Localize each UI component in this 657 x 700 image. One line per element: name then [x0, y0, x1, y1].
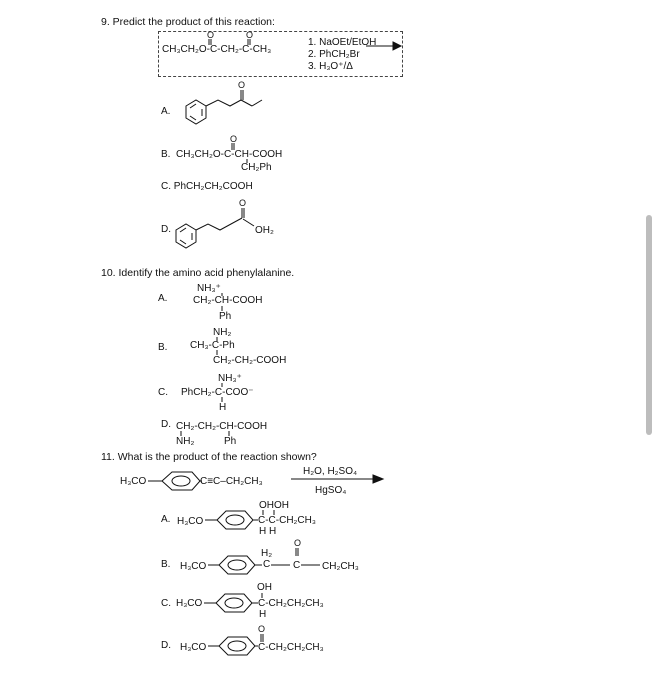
q9-option-d-oh2: OH₂ — [255, 225, 274, 236]
q9-reactant-carbonyls — [207, 30, 253, 45]
q10-option-d-main: CH₂-CH₂-CH-COOH — [176, 421, 268, 432]
q11-option-b-ring — [208, 538, 320, 574]
q11-option-c-chain: C-CH₂CH₂CH₃ — [258, 598, 324, 609]
q9-option-d-label: D. — [161, 224, 171, 235]
q11-option-b-label: B. — [161, 559, 171, 570]
svg-text:O: O — [246, 30, 254, 40]
q10-option-d-nh2: NH₂ — [176, 436, 195, 447]
svg-text:O: O — [294, 538, 302, 548]
q10-option-b-main: CH₃-C-Ph — [190, 340, 235, 351]
q11-reagent-top: H₂O, H₂SO₄ — [303, 466, 358, 477]
q11-option-b-left: H₃CO — [180, 561, 207, 572]
q11-option-c-left: H₃CO — [176, 598, 203, 609]
q10-option-c-main: PhCH₂-C-COO⁻ — [181, 387, 254, 398]
svg-text:O: O — [230, 134, 238, 144]
vertical-scrollbar[interactable] — [646, 215, 652, 435]
q11-option-b-c: C — [263, 559, 271, 570]
q9-option-d-structure — [176, 198, 254, 248]
q9-option-b-label: B. — [161, 149, 171, 160]
q10-option-b-top: NH₂ — [213, 327, 232, 338]
q9-option-a-label: A. — [161, 106, 171, 117]
q11-option-a-left: H₃CO — [177, 516, 204, 527]
q10-option-b-bottom: CH₂-CH₂-COOH — [213, 355, 287, 366]
q10-option-d-label: D. — [161, 419, 171, 430]
q9-condition-2: 2. PhCH₂Br — [308, 49, 360, 60]
svg-text:O: O — [207, 30, 215, 40]
q11-option-d-chain: C-CH₂CH₂CH₃ — [258, 642, 324, 653]
question-9-title: 9. Predict the product of this reaction: — [101, 16, 275, 28]
q10-option-c-top: NH₃⁺ — [218, 373, 242, 384]
q9-option-b-carbonyl — [230, 134, 247, 163]
q11-option-c-bottom: H — [259, 609, 267, 620]
q11-option-a-label: A. — [161, 514, 171, 525]
q10-option-d-ph: Ph — [224, 436, 237, 447]
q11-option-d-ring — [208, 624, 265, 655]
q11-option-d-left: H₃CO — [180, 642, 207, 653]
q10-option-a-label: A. — [158, 293, 168, 304]
q11-option-c-ring — [204, 593, 262, 612]
q10-option-c-label: C. — [158, 387, 168, 398]
q9-option-b-substituent: CH₂Ph — [241, 162, 272, 173]
q11-option-c-top: OH — [257, 582, 272, 593]
q11-option-d-label: D. — [161, 640, 171, 651]
question-10-title: 10. Identify the amino acid phenylalanine. — [101, 267, 295, 279]
q10-option-a-main: CH₂-CH-COOH — [193, 295, 263, 306]
q11-option-b-tail: CH₂CH₃ — [322, 561, 359, 572]
q11-option-a-bottom: H H — [259, 526, 277, 537]
q11-option-b-h2: H₂ — [261, 548, 273, 559]
q11-option-a-ring — [205, 510, 274, 529]
q9-option-c: C. PhCH₂CH₂COOH — [161, 181, 253, 192]
q11-option-a-top: OHOH — [259, 500, 289, 511]
svg-text:C: C — [293, 560, 301, 571]
q9-reaction-arrow — [366, 42, 401, 50]
q9-option-a-structure — [186, 80, 262, 124]
svg-text:O: O — [238, 80, 246, 90]
q10-option-a-bottom: Ph — [219, 311, 232, 322]
svg-text:O: O — [239, 198, 247, 208]
q9-reactant-formula: CH₃CH₂O-C-CH₂-C-CH₃ — [162, 44, 272, 55]
question-11-title: 11. What is the product of the reaction shown? — [101, 451, 317, 463]
q11-option-c-label: C. — [161, 598, 171, 609]
q11-reactant-right: C≡C–CH₂CH₃ — [200, 476, 263, 487]
q11-reactant-left: H₃CO — [120, 476, 147, 487]
q10-option-b-label: B. — [158, 342, 168, 353]
svg-text:O: O — [258, 624, 266, 634]
q10-option-a-top: NH₃⁺ — [197, 283, 221, 294]
q9-condition-3: 3. H₃O⁺/Δ — [308, 61, 353, 72]
q11-option-a-chain: C-C-CH₂CH₃ — [258, 515, 316, 526]
q11-reagent-bottom: HgSO₄ — [315, 485, 347, 496]
q11-reactant-structure — [148, 472, 383, 490]
q9-option-b-formula: CH₃CH₂O-C-CH-COOH — [176, 149, 283, 160]
q10-option-c-bottom: H — [219, 402, 227, 413]
q9-condition-1: 1. NaOEt/EtOH — [308, 37, 377, 48]
